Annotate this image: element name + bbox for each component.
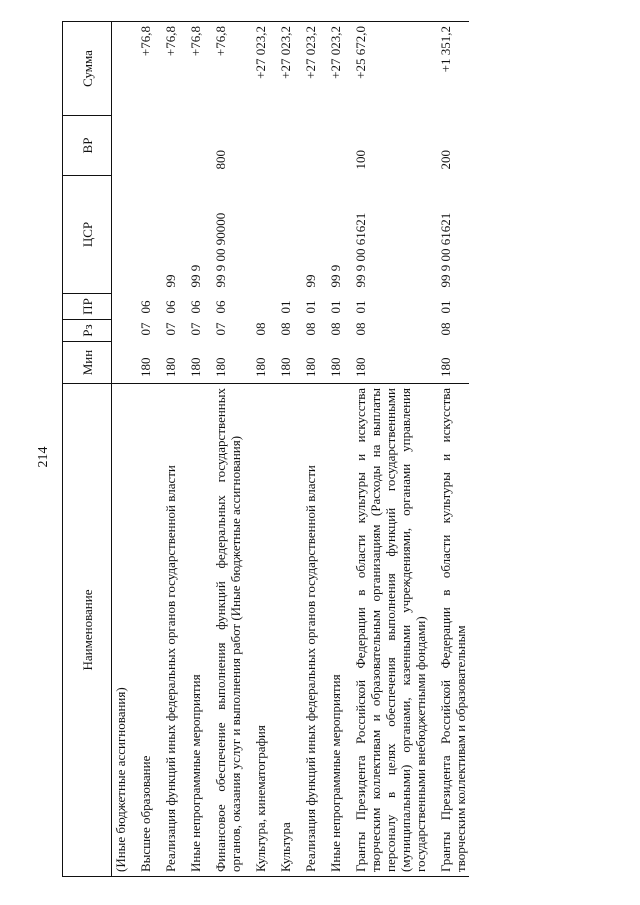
spacer-cell <box>319 22 327 116</box>
cell-sum <box>112 22 130 116</box>
cell-pr: 06 <box>213 300 228 314</box>
spacer-cell <box>319 320 327 342</box>
spacer-cell <box>204 384 212 877</box>
cell-csr: 99 9 <box>188 264 203 288</box>
spacer-cell <box>179 384 187 877</box>
spacer-cell <box>244 342 252 384</box>
spacer-cell <box>204 176 212 294</box>
spacer-cell <box>429 384 437 877</box>
cell-min: 180 <box>438 357 453 377</box>
cell-vr: 200 <box>438 150 453 170</box>
spacer-cell <box>269 342 277 384</box>
table-row <box>277 22 294 877</box>
spacer-cell <box>244 22 252 116</box>
spacer-cell <box>204 116 212 176</box>
cell-vr <box>277 116 294 176</box>
cell-min: 180 <box>138 357 153 377</box>
spacer-cell <box>179 116 187 176</box>
cell-sum: +76,8 <box>212 22 244 116</box>
cell-pr: 06 <box>163 300 178 314</box>
table-row <box>437 22 469 877</box>
cell-min: 180 <box>278 357 293 377</box>
cell-vr: 800 <box>213 150 228 170</box>
cell-sum: +76,8 <box>162 22 179 116</box>
cell-rz: 08 <box>328 322 343 336</box>
cell-min: 180 <box>353 357 368 377</box>
spacer-cell <box>429 176 437 294</box>
spacer-cell <box>179 22 187 116</box>
cell-csr: 99 9 00 90000 <box>213 212 228 288</box>
spacer-cell <box>129 342 137 384</box>
cell-min: 180 <box>253 357 268 377</box>
spacer-cell <box>344 320 352 342</box>
spacer-cell <box>269 320 277 342</box>
spacer-cell <box>179 342 187 384</box>
spacer-cell <box>204 320 212 342</box>
cell-min: 180 <box>188 357 203 377</box>
spacer-cell <box>204 342 212 384</box>
spacer-cell <box>244 294 252 320</box>
cell-name: Высшее образование <box>137 384 154 877</box>
table-row <box>137 22 154 877</box>
spacer-cell <box>154 294 162 320</box>
spacer-cell <box>319 116 327 176</box>
cell-vr: 100 <box>353 150 368 170</box>
cell-name: Гранты Президента Российской Федерации в области культуры и искусства творческим коллективам и образовательным организациям (Расходы на выплаты персоналу в целях обеспечения выполнения функций государственными (муниципальными) органами, казенными учреждениями, органами управления государственными внебюджетными фондами) <box>352 384 429 877</box>
spacer-cell <box>269 294 277 320</box>
cell-pr: 01 <box>438 300 453 314</box>
spacer-cell <box>294 22 302 116</box>
row-spacer <box>319 22 327 877</box>
cell-min: 180 <box>303 357 318 377</box>
cell-vr <box>137 116 154 176</box>
cell-pr: 01 <box>353 300 368 314</box>
cell-rz: 08 <box>353 322 368 336</box>
spacer-cell <box>129 176 137 294</box>
spacer-cell <box>269 116 277 176</box>
cell-sum: +25 672,0 <box>352 22 429 116</box>
spacer-cell <box>429 294 437 320</box>
spacer-cell <box>344 294 352 320</box>
row-spacer <box>344 22 352 877</box>
row-spacer <box>269 22 277 877</box>
cell-vr <box>327 116 344 176</box>
spacer-cell <box>244 176 252 294</box>
cell-rz: 07 <box>213 322 228 336</box>
spacer-cell <box>429 22 437 116</box>
cell-sum: +27 023,2 <box>252 22 269 116</box>
cell-rz: 08 <box>303 322 318 336</box>
table-row <box>162 22 179 877</box>
cell-pr <box>112 294 130 320</box>
cell-sum: +27 023,2 <box>302 22 319 116</box>
budget-allocation-table <box>62 21 469 877</box>
row-spacer <box>294 22 302 877</box>
cell-pr: 01 <box>303 300 318 314</box>
cell-pr: 06 <box>188 300 203 314</box>
cell-name: Реализация функций иных федеральных органов государственной власти <box>302 384 319 877</box>
cell-csr <box>252 176 269 294</box>
header-min: Мин <box>63 342 112 384</box>
spacer-cell <box>269 176 277 294</box>
spacer-cell <box>319 384 327 877</box>
table-row <box>302 22 319 877</box>
spacer-cell <box>429 342 437 384</box>
cell-name: Культура, кинематография <box>252 384 269 877</box>
row-spacer <box>179 22 187 877</box>
cell-vr <box>252 116 269 176</box>
cell-min: 180 <box>163 357 178 377</box>
header-sum: Сумма <box>63 22 112 116</box>
cell-name: (Иные бюджетные ассигнования) <box>112 384 130 877</box>
table-row <box>212 22 244 877</box>
spacer-cell <box>179 294 187 320</box>
spacer-cell <box>154 384 162 877</box>
spacer-cell <box>344 116 352 176</box>
cell-name: Иные непрограммные мероприятия <box>327 384 344 877</box>
spacer-cell <box>319 342 327 384</box>
cell-name: Финансовое обеспечение выполнения функций федеральных государственных органов, оказания услуг и выполнения работ (Иные бюджетные ассигнования) <box>212 384 244 877</box>
cell-name: Иные непрограммные мероприятия <box>187 384 204 877</box>
spacer-cell <box>154 22 162 116</box>
row-spacer <box>129 22 137 877</box>
spacer-cell <box>344 22 352 116</box>
spacer-cell <box>429 320 437 342</box>
row-spacer <box>429 22 437 877</box>
cell-rz: 08 <box>253 322 268 336</box>
cell-csr: 99 <box>303 274 318 288</box>
header-csr: ЦСР <box>63 176 112 294</box>
cell-rz <box>112 320 130 342</box>
spacer-cell <box>244 384 252 877</box>
table-header-row <box>63 22 112 877</box>
page-number: 214 <box>36 446 51 468</box>
spacer-cell <box>294 320 302 342</box>
cell-csr: 99 9 <box>328 264 343 288</box>
cell-min: 180 <box>213 357 228 377</box>
cell-rz: 07 <box>138 322 153 336</box>
cell-vr <box>302 116 319 176</box>
cell-sum: +76,8 <box>137 22 154 116</box>
spacer-cell <box>129 116 137 176</box>
row-spacer <box>154 22 162 877</box>
spacer-cell <box>344 384 352 877</box>
spacer-cell <box>129 384 137 877</box>
cell-rz: 07 <box>163 322 178 336</box>
spacer-cell <box>344 176 352 294</box>
spacer-cell <box>269 22 277 116</box>
table-row <box>352 22 429 877</box>
table-row <box>327 22 344 877</box>
spacer-cell <box>154 176 162 294</box>
cell-pr <box>252 294 269 320</box>
spacer-cell <box>129 294 137 320</box>
cell-name: Реализация функций иных федеральных органов государственной власти <box>162 384 179 877</box>
budget-table-sheet <box>62 21 600 877</box>
header-rz: Рз <box>63 320 112 342</box>
cell-vr <box>112 116 130 176</box>
cell-csr <box>277 176 294 294</box>
spacer-cell <box>294 294 302 320</box>
spacer-cell <box>294 116 302 176</box>
cell-name: Гранты Президента Российской Федерации в области культуры и искусства творческим коллективам и образовательным <box>437 384 469 877</box>
spacer-cell <box>294 384 302 877</box>
cell-csr: 99 9 00 61621 <box>438 212 453 288</box>
header-name: Наименование <box>63 384 112 877</box>
header-vr: ВР <box>63 116 112 176</box>
cell-pr: 01 <box>278 300 293 314</box>
spacer-cell <box>244 320 252 342</box>
row-spacer <box>204 22 212 877</box>
table-row <box>187 22 204 877</box>
cell-pr: 01 <box>328 300 343 314</box>
spacer-cell <box>129 320 137 342</box>
cell-csr: 99 9 00 61621 <box>353 212 368 288</box>
spacer-cell <box>244 116 252 176</box>
spacer-cell <box>154 342 162 384</box>
table-row <box>112 22 130 877</box>
spacer-cell <box>154 320 162 342</box>
spacer-cell <box>179 320 187 342</box>
spacer-cell <box>204 294 212 320</box>
cell-sum: +76,8 <box>187 22 204 116</box>
cell-rz: 07 <box>188 322 203 336</box>
spacer-cell <box>204 22 212 116</box>
cell-vr <box>162 116 179 176</box>
spacer-cell <box>344 342 352 384</box>
cell-sum: +1 351,2 <box>437 22 469 116</box>
cell-min <box>112 342 130 384</box>
row-spacer <box>244 22 252 877</box>
spacer-cell <box>294 342 302 384</box>
cell-min: 180 <box>328 357 343 377</box>
spacer-cell <box>154 116 162 176</box>
cell-sum: +27 023,2 <box>327 22 344 116</box>
cell-csr <box>112 176 130 294</box>
cell-csr <box>137 176 154 294</box>
spacer-cell <box>129 22 137 116</box>
spacer-cell <box>319 176 327 294</box>
header-pr: ПР <box>63 294 112 320</box>
table-row <box>252 22 269 877</box>
cell-rz: 08 <box>278 322 293 336</box>
spacer-cell <box>294 176 302 294</box>
cell-csr: 99 <box>163 274 178 288</box>
cell-vr <box>187 116 204 176</box>
spacer-cell <box>319 294 327 320</box>
cell-sum: +27 023,2 <box>277 22 294 116</box>
cell-name: Культура <box>277 384 294 877</box>
spacer-cell <box>429 116 437 176</box>
spacer-cell <box>179 176 187 294</box>
cell-pr: 06 <box>138 300 153 314</box>
cell-rz: 08 <box>438 322 453 336</box>
spacer-cell <box>269 384 277 877</box>
